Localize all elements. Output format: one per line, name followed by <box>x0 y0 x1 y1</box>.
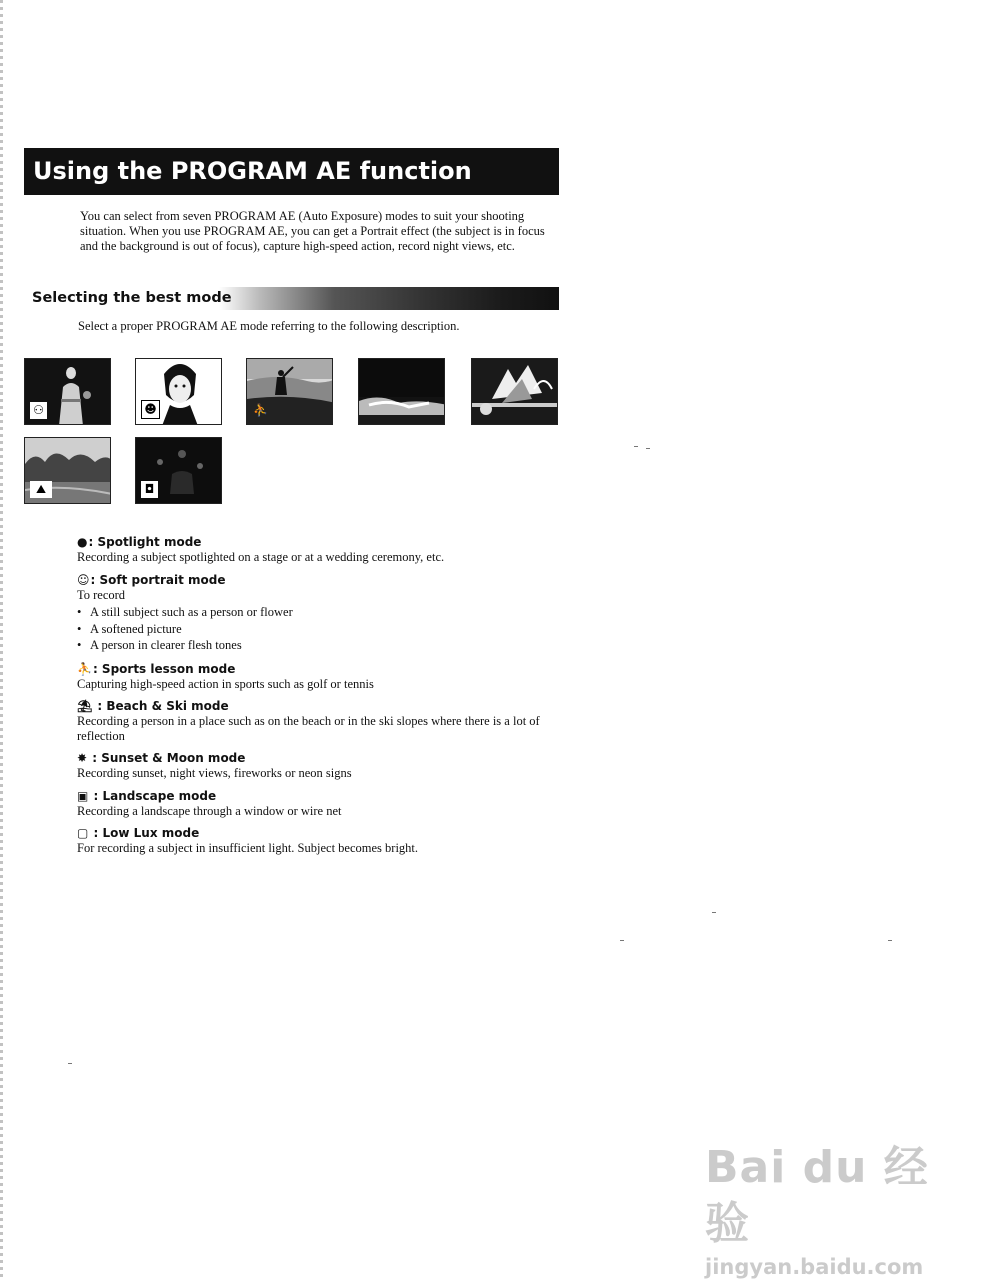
thumbnail-landscape <box>24 437 111 504</box>
mode-title: : Soft portrait mode <box>90 572 226 587</box>
soft-portrait-icon: ☻ <box>141 400 160 419</box>
mode-description: Recording a subject spotlighted on a stage or at a wedding ceremony, etc. <box>77 550 445 564</box>
mode-title: : Sunset & Moon mode <box>88 751 246 765</box>
spotlight-icon: ⚇ <box>30 402 47 419</box>
select-instruction: Select a proper PROGRAM AE mode referring to the following description. <box>78 319 460 333</box>
mode-title: : Sports lesson mode <box>92 661 236 676</box>
soft-portrait-icon: ☺ <box>77 572 90 587</box>
mode-title: : Beach & Ski mode <box>93 699 229 713</box>
mode-title: : Spotlight mode <box>88 535 202 549</box>
landscape-icon: ⛰ <box>30 481 52 498</box>
mode-description: Recording a person in a place such as on the beach or in the ski slopes where there is a lot of reflection <box>77 714 540 743</box>
mode-list <box>77 535 557 864</box>
sunset-moon-photo <box>472 359 558 425</box>
mode-description: To record <box>77 587 126 602</box>
scan-speck <box>68 1063 72 1064</box>
mode-beach-ski <box>77 699 557 743</box>
mode-spotlight <box>77 535 557 565</box>
thumbnail-beach-ski <box>358 358 445 425</box>
thumbnail-sunset-moon <box>471 358 558 425</box>
list-item: • A person in clearer flesh tones <box>77 637 557 654</box>
mode-description: Recording a landscape through a window or wire net <box>77 803 342 818</box>
low-lux-icon: ▢ <box>77 826 89 840</box>
watermark-logo: Bai du 经验 <box>705 1142 929 1249</box>
mode-landscape <box>77 789 557 819</box>
list-item: • A softened picture <box>77 621 557 638</box>
thumbnail-soft-portrait <box>135 358 222 425</box>
landscape-icon: ▣ <box>77 788 89 803</box>
baidu-watermark <box>705 1140 945 1279</box>
section-header-bar <box>24 287 559 310</box>
mode-soft-portrait <box>77 573 557 654</box>
thumbnail-spotlight <box>24 358 111 425</box>
page-title: Using the PROGRAM AE function <box>24 148 559 195</box>
mode-sunset-moon <box>77 751 557 781</box>
mode-sports-lesson <box>77 662 557 692</box>
beach-ski-icon: ⛱ <box>77 699 93 713</box>
bullet-list <box>77 604 557 654</box>
scan-speck <box>888 940 892 941</box>
mode-description: Capturing high-speed action in sports such as golf or tennis <box>77 676 374 691</box>
intro-paragraph: You can select from seven PROGRAM AE (Auto Exposure) modes to suit your shooting situation. When you use PROGRAM AE, you can get a Portrait effect (the subject is in focus and the background is out of focus), capture high-speed action, record night views, etc. <box>80 209 545 253</box>
mode-low-lux <box>77 826 557 856</box>
spotlight-icon: ● <box>77 535 88 549</box>
mode-description: Recording sunset, night views, fireworks or neon signs <box>77 766 352 780</box>
section-title: Selecting the best mode <box>32 290 232 306</box>
sunset-moon-icon: ✸ <box>77 751 88 765</box>
sports-icon: ⛹ <box>77 661 92 676</box>
mode-description: For recording a subject in insufficient light. Subject becomes bright. <box>77 841 419 855</box>
page-edge <box>0 0 3 1280</box>
mode-title: : Landscape mode <box>89 788 217 803</box>
thumbnail-sports-lesson <box>246 358 333 425</box>
scan-speck <box>712 912 716 913</box>
list-item: • A still subject such as a person or flower <box>77 604 557 621</box>
scan-speck <box>634 446 638 447</box>
beach-ski-photo <box>359 359 445 425</box>
thumbnail-low-lux <box>135 437 222 504</box>
low-lux-icon: ◘ <box>141 481 158 498</box>
sports-icon: ⛹ <box>253 403 268 417</box>
mode-title: : Low Lux mode <box>89 826 200 840</box>
scan-speck <box>620 940 624 941</box>
watermark-url: jingyan.baidu.com <box>705 1255 924 1279</box>
scan-speck <box>646 448 650 449</box>
